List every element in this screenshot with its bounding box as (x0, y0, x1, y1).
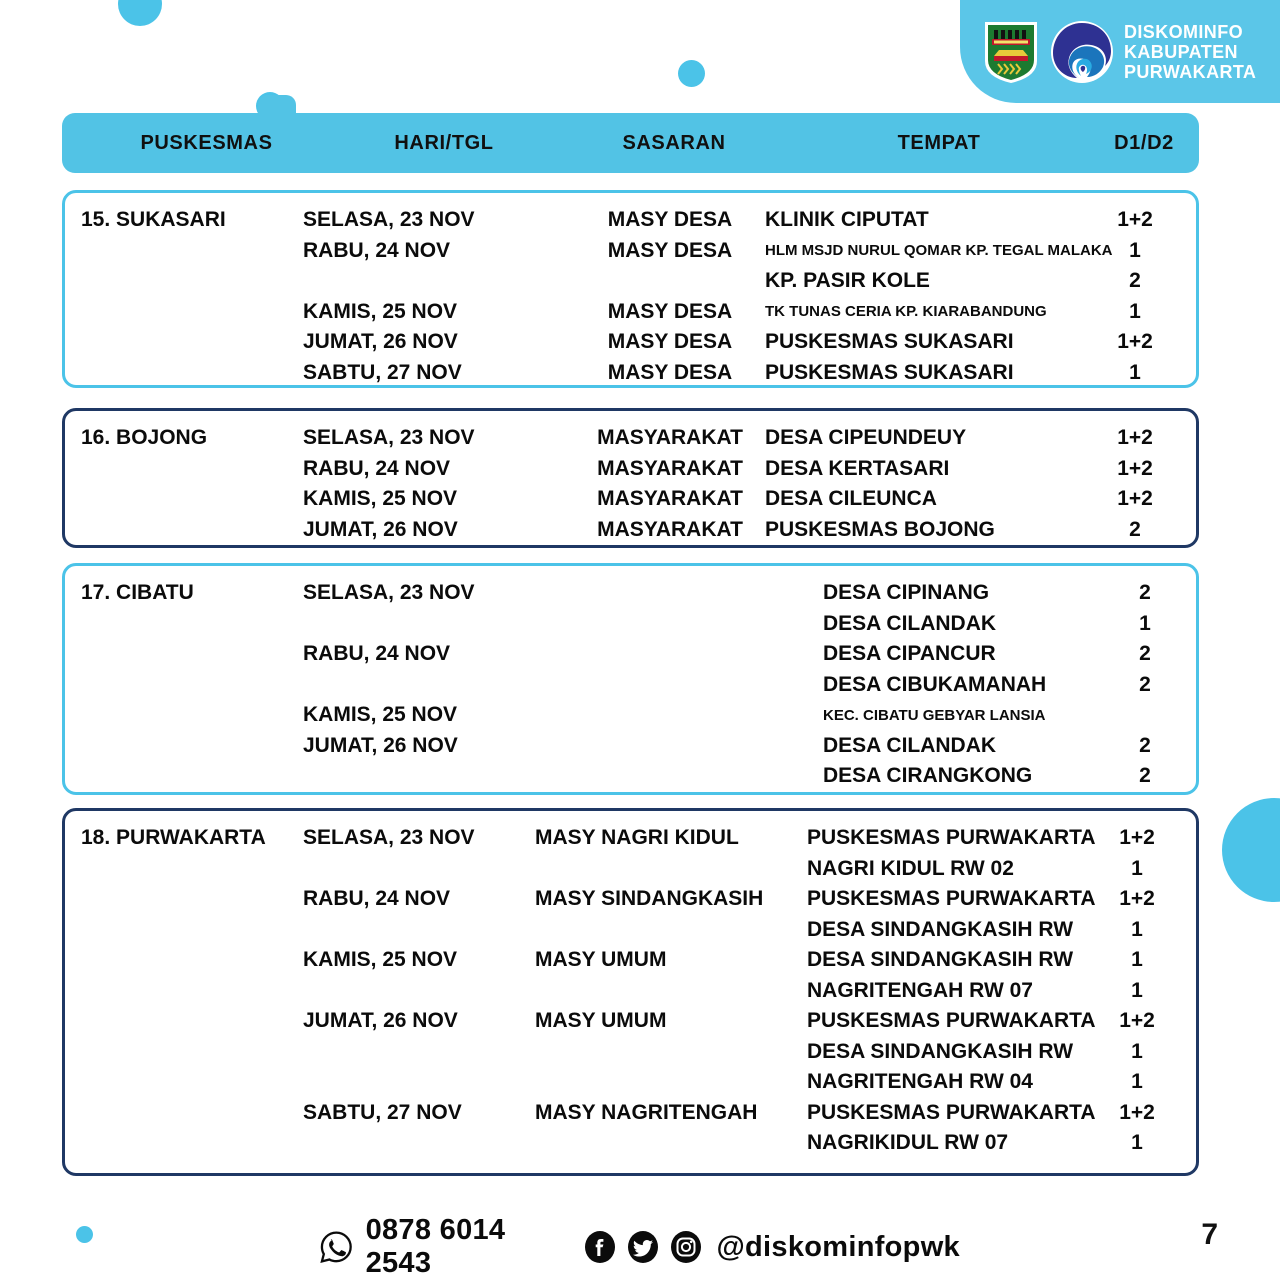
cell-hari-tgl: SELASA, 23 NOV (303, 826, 475, 850)
cell-puskesmas (81, 1098, 311, 1129)
cell-sasaran (535, 976, 815, 1007)
cell-d1-d2: 1+2 (1119, 887, 1155, 911)
brand-line-3: PURWAKARTA (1124, 61, 1257, 82)
cell-hari-tgl: SABTU, 27 NOV (303, 1100, 462, 1124)
cell-tempat: NAGRITENGAH RW 04 (807, 1070, 1033, 1094)
section-card (62, 563, 1199, 795)
brand-banner (960, 0, 1280, 103)
decorative-circle-top-left (118, 0, 162, 26)
cell-hari-tgl: SELASA, 23 NOV (303, 208, 475, 232)
cell-tempat: DESA CILANDAK (823, 611, 997, 635)
cell-d1-d2: 2 (1139, 672, 1151, 696)
table-row (65, 1128, 1196, 1159)
cell-sasaran (535, 761, 805, 792)
cell-hari-tgl: KAMIS, 25 NOV (303, 948, 458, 972)
cell-puskesmas (81, 327, 311, 358)
cell-puskesmas (81, 358, 311, 389)
cell-d1-d2: 1+2 (1119, 1100, 1155, 1124)
cell-puskesmas (81, 297, 311, 328)
cell-puskesmas (81, 761, 311, 792)
cell-d1-d2: 1+2 (1117, 487, 1153, 511)
table-row (65, 945, 1196, 976)
cell-sasaran (535, 670, 805, 701)
table-row (65, 609, 1196, 640)
cell-tempat: NAGRIKIDUL RW 07 (807, 1131, 1009, 1155)
cell-puskesmas (81, 639, 311, 670)
cell-hari-tgl: JUMAT, 26 NOV (303, 330, 458, 354)
cell-d1-d2: 2 (1129, 517, 1141, 541)
table-row (65, 761, 1196, 792)
cell-sasaran (535, 915, 815, 946)
cell-puskesmas (81, 609, 311, 640)
cell-d1-d2: 1 (1139, 611, 1151, 635)
table-row (65, 327, 1196, 358)
cell-puskesmas (81, 700, 311, 731)
cell-tempat: DESA CILANDAK (823, 733, 997, 757)
cell-tempat: DESA CIPINANG (823, 581, 990, 605)
section-rows (65, 811, 1196, 1169)
cell-hari-tgl (303, 761, 543, 792)
table-row (65, 454, 1196, 485)
cell-puskesmas (81, 1128, 311, 1159)
cell-tempat: DESA CIPEUNDEUY (765, 426, 967, 450)
column-header-d1-d2: D1/D2 (1114, 131, 1174, 154)
cell-puskesmas: 16. BOJONG (81, 426, 208, 450)
cell-tempat: DESA CIPANCUR (823, 642, 996, 666)
brand-text (1124, 22, 1256, 82)
cell-sasaran (535, 1067, 815, 1098)
section-rows (65, 193, 1196, 398)
cell-puskesmas (81, 236, 311, 267)
decorative-circle-top-center (678, 60, 705, 87)
cell-puskesmas (81, 1037, 311, 1068)
cell-hari-tgl (303, 1067, 543, 1098)
cell-puskesmas (81, 884, 311, 915)
cell-sasaran: MASY SINDANGKASIH (535, 887, 764, 911)
table-row (65, 854, 1196, 885)
phone-number: 0878 6014 2543 (365, 1214, 506, 1279)
kominfo-wave-logo-icon (1050, 20, 1114, 84)
cell-sasaran: MASY NAGRI KIDUL (535, 826, 739, 850)
cell-sasaran (535, 700, 805, 731)
table-header (62, 105, 1199, 173)
cell-hari-tgl (303, 915, 543, 946)
purwakarta-regency-crest-icon (982, 19, 1040, 85)
cell-d1-d2: 1 (1131, 1131, 1143, 1155)
cell-hari-tgl (303, 1128, 543, 1159)
cell-hari-tgl (303, 976, 543, 1007)
cell-tempat: KEC. CIBATU GEBYAR LANSIA (823, 706, 1046, 724)
cell-hari-tgl: SELASA, 23 NOV (303, 426, 475, 450)
cell-puskesmas (81, 854, 311, 885)
cell-d1-d2 (1095, 700, 1195, 731)
page-number: 7 (1201, 1218, 1218, 1251)
cell-puskesmas (81, 515, 311, 546)
table-row (65, 823, 1196, 854)
cell-d1-d2: 2 (1139, 764, 1151, 788)
cell-hari-tgl: RABU, 24 NOV (303, 642, 451, 666)
table-row (65, 1037, 1196, 1068)
section-rows (65, 411, 1196, 555)
cell-d1-d2: 2 (1139, 733, 1151, 757)
table-row (65, 484, 1196, 515)
cell-hari-tgl: RABU, 24 NOV (303, 456, 451, 480)
social-handle: @diskominfopwk (716, 1230, 960, 1263)
cell-tempat: DESA CILEUNCA (765, 487, 937, 511)
brand-line-2: KABUPATEN (1124, 41, 1238, 62)
column-header-hari-tgl: HARI/TGL (394, 131, 494, 154)
cell-tempat: PUSKESMAS PURWAKARTA (807, 1100, 1096, 1124)
cell-tempat: NAGRI KIDUL RW 02 (807, 856, 1014, 880)
cell-puskesmas: 17. CIBATU (81, 581, 194, 605)
cell-hari-tgl: KAMIS, 25 NOV (303, 703, 458, 727)
cell-hari-tgl: SABTU, 27 NOV (303, 360, 462, 384)
cell-d1-d2: 1+2 (1117, 426, 1153, 450)
cell-hari-tgl (303, 266, 543, 297)
cell-d1-d2: 1+2 (1117, 208, 1153, 232)
table-row (65, 731, 1196, 762)
table-row (65, 297, 1196, 328)
table-row (65, 976, 1196, 1007)
cell-sasaran: MASYARAKAT (597, 426, 743, 450)
decorative-circle-right-edge (1222, 798, 1280, 902)
footer (0, 1214, 1280, 1279)
cell-sasaran (535, 854, 815, 885)
cell-tempat: PUSKESMAS PURWAKARTA (807, 887, 1096, 911)
facebook-icon[interactable] (583, 1230, 617, 1264)
cell-puskesmas (81, 454, 311, 485)
cell-sasaran: MASY DESA (607, 360, 733, 384)
cell-d1-d2: 2 (1129, 269, 1141, 293)
cell-d1-d2: 1 (1131, 948, 1143, 972)
cell-d1-d2: 2 (1139, 581, 1151, 605)
cell-hari-tgl: JUMAT, 26 NOV (303, 733, 458, 757)
cell-hari-tgl (303, 1037, 543, 1068)
section-card (62, 808, 1199, 1176)
cell-d1-d2: 1+2 (1119, 826, 1155, 850)
instagram-icon[interactable] (669, 1230, 703, 1264)
cell-hari-tgl: RABU, 24 NOV (303, 887, 451, 911)
cell-hari-tgl (303, 670, 543, 701)
column-header-puskesmas: PUSKESMAS (140, 131, 273, 154)
cell-puskesmas: 18. PURWAKARTA (81, 826, 266, 850)
cell-hari-tgl: SELASA, 23 NOV (303, 581, 475, 605)
cell-hari-tgl (303, 854, 543, 885)
cell-tempat: DESA SINDANGKASIH RW (807, 948, 1074, 972)
social-icons (583, 1230, 703, 1264)
cell-hari-tgl: KAMIS, 25 NOV (303, 487, 458, 511)
cell-puskesmas (81, 484, 311, 515)
cell-puskesmas (81, 976, 311, 1007)
table-row (65, 578, 1196, 609)
cell-puskesmas (81, 266, 311, 297)
cell-puskesmas: 15. SUKASARI (81, 208, 226, 232)
cell-sasaran: MASYARAKAT (597, 487, 743, 511)
whatsapp-icon (320, 1230, 353, 1264)
cell-hari-tgl: RABU, 24 NOV (303, 238, 451, 262)
section-card (62, 190, 1199, 388)
cell-d1-d2: 1 (1129, 360, 1141, 384)
cell-hari-tgl: KAMIS, 25 NOV (303, 299, 458, 323)
cell-sasaran: MASY UMUM (535, 1009, 667, 1033)
table-row (65, 205, 1196, 236)
cell-tempat: NAGRITENGAH RW 07 (807, 978, 1033, 1002)
cell-tempat: DESA CIRANGKONG (823, 764, 1033, 788)
footer-contact (320, 1214, 960, 1280)
table-row (65, 423, 1196, 454)
cell-sasaran (535, 731, 805, 762)
cell-tempat: DESA KERTASARI (765, 456, 950, 480)
cell-tempat: PUSKESMAS PURWAKARTA (807, 826, 1096, 850)
header-bar (62, 113, 1199, 173)
table-row (65, 515, 1196, 546)
table-row (65, 1098, 1196, 1129)
cell-sasaran: MASY DESA (607, 330, 733, 354)
cell-tempat: PUSKESMAS SUKASARI (765, 360, 1014, 384)
cell-tempat: TK TUNAS CERIA KP. KIARABANDUNG (765, 303, 1047, 321)
cell-tempat: PUSKESMAS BOJONG (765, 517, 995, 541)
cell-sasaran: MASYARAKAT (597, 456, 743, 480)
cell-tempat: HLM MSJD NURUL QOMAR KP. TEGAL MALAKA (765, 242, 1113, 260)
cell-d1-d2: 1 (1131, 1039, 1143, 1063)
cell-sasaran (535, 609, 805, 640)
cell-puskesmas (81, 945, 311, 976)
cell-sasaran (535, 578, 805, 609)
cell-puskesmas (81, 670, 311, 701)
table-row (65, 639, 1196, 670)
column-header-sasaran: SASARAN (622, 131, 726, 154)
table-row (65, 266, 1196, 297)
cell-sasaran: MASY DESA (607, 238, 733, 262)
cell-puskesmas (81, 915, 311, 946)
cell-tempat: PUSKESMAS SUKASARI (765, 330, 1014, 354)
table-row (65, 700, 1196, 731)
cell-sasaran: MASYARAKAT (597, 517, 743, 541)
cell-puskesmas (81, 1067, 311, 1098)
cell-puskesmas (81, 1006, 311, 1037)
cell-d1-d2: 1 (1131, 978, 1143, 1002)
twitter-icon[interactable] (626, 1230, 660, 1264)
table-row (65, 884, 1196, 915)
cell-d1-d2: 1 (1129, 238, 1141, 262)
cell-d1-d2: 1 (1129, 299, 1141, 323)
cell-d1-d2: 1 (1131, 856, 1143, 880)
cell-d1-d2: 1+2 (1119, 1009, 1155, 1033)
cell-sasaran (535, 639, 805, 670)
cell-sasaran: MASY DESA (607, 208, 733, 232)
table-row (65, 236, 1196, 267)
section-card (62, 408, 1199, 548)
cell-puskesmas (81, 731, 311, 762)
cell-d1-d2: 1 (1131, 917, 1143, 941)
cell-sasaran (535, 1128, 815, 1159)
cell-sasaran: MASY DESA (607, 299, 733, 323)
cell-tempat: KLINIK CIPUTAT (765, 208, 929, 232)
cell-tempat: DESA SINDANGKASIH RW (807, 1039, 1074, 1063)
table-row (65, 670, 1196, 701)
brand-line-1: DISKOMINFO (1124, 21, 1243, 42)
cell-tempat: DESA SINDANGKASIH RW (807, 917, 1074, 941)
cell-tempat: PUSKESMAS PURWAKARTA (807, 1009, 1096, 1033)
table-row (65, 915, 1196, 946)
cell-hari-tgl: JUMAT, 26 NOV (303, 517, 458, 541)
cell-d1-d2: 1+2 (1117, 330, 1153, 354)
table-row (65, 358, 1196, 389)
cell-d1-d2: 1+2 (1117, 456, 1153, 480)
cell-hari-tgl: JUMAT, 26 NOV (303, 1009, 458, 1033)
section-rows (65, 566, 1196, 802)
cell-hari-tgl (303, 609, 543, 640)
cell-tempat: KP. PASIR KOLE (765, 269, 930, 293)
cell-d1-d2: 2 (1139, 642, 1151, 666)
cell-sasaran: MASY NAGRITENGAH (535, 1100, 758, 1124)
cell-sasaran: MASY UMUM (535, 948, 667, 972)
table-row (65, 1006, 1196, 1037)
column-header-tempat: TEMPAT (897, 131, 981, 154)
table-row (65, 1067, 1196, 1098)
cell-sasaran (535, 1037, 815, 1068)
cell-tempat: DESA CIBUKAMANAH (823, 672, 1047, 696)
cell-d1-d2: 1 (1131, 1070, 1143, 1094)
